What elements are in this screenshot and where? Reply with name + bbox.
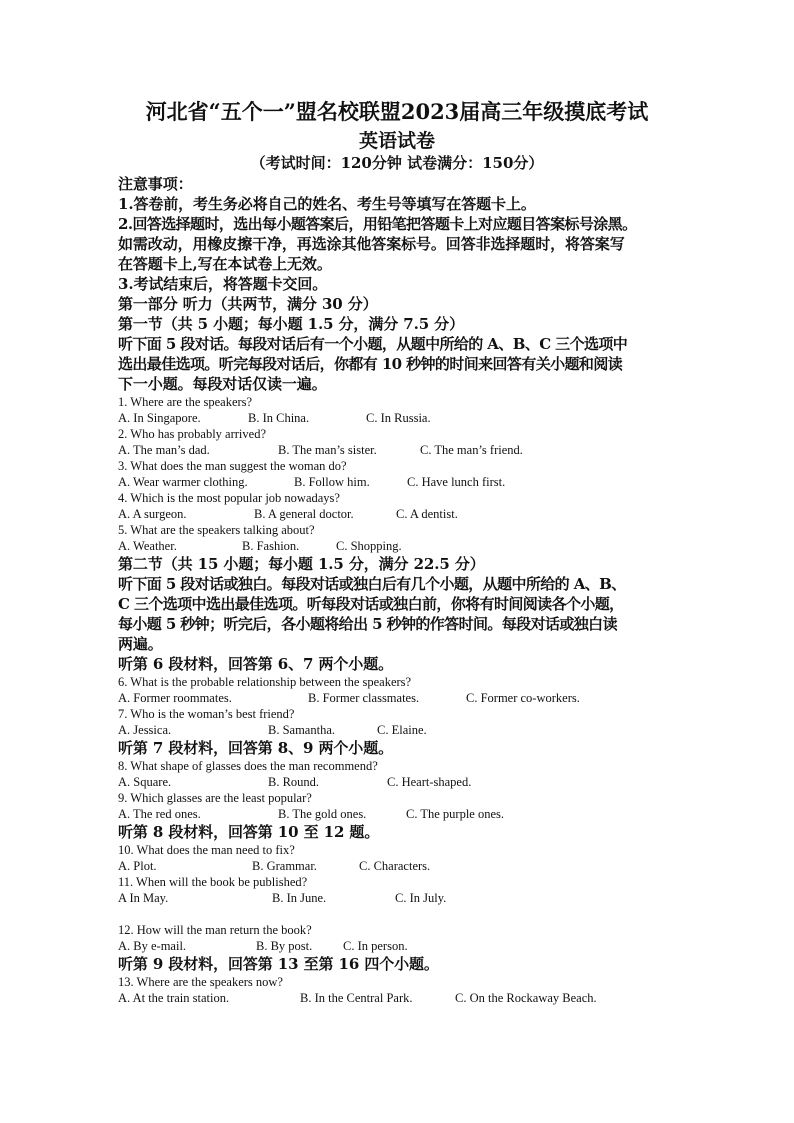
- option-c: C. Shopping.: [336, 539, 402, 553]
- option-c: C. In July.: [395, 891, 447, 905]
- instruction-line: 选出最佳选项。听完每段对话后，你都有 10 秒钟的时间来回答有关小题和阅读: [118, 355, 623, 373]
- question: 1. Where are the speakers?: [118, 395, 253, 409]
- option-a: A. Jessica.: [118, 723, 172, 737]
- question: 2. Who has probably arrived?: [118, 427, 266, 441]
- instruction-line: 听下面 5 段对话或独白。每段对话或独白后有几个小题，从题中所给的 A、B、: [118, 575, 626, 593]
- option-row: [118, 858, 684, 874]
- section1-heading: 第一节（共 5 小题；每小题 1.5 分，满分 7.5 分）: [118, 315, 464, 333]
- exam-title: 河北省“五个一”盟名校联盟2023届高三年级摸底考试: [145, 99, 649, 124]
- option-a: A. The red ones.: [118, 807, 201, 821]
- question: 3. What does the man suggest the woman do?: [118, 459, 347, 473]
- option-c: C. Heart-shaped.: [387, 775, 472, 789]
- note-line: 2.回答选择题时，选出每小题答案后，用铅笔把答题卡上对应题目答案标号涂黑。: [118, 215, 637, 233]
- option-b: B. In the Central Park.: [300, 991, 413, 1005]
- question: 5. What are the speakers talking about?: [118, 523, 315, 537]
- question: 9. Which glasses are the least popular?: [118, 791, 312, 805]
- exam-body: [118, 174, 684, 1006]
- question: 7. Who is the woman’s best friend?: [118, 707, 295, 721]
- option-a: A. Former roommates.: [118, 691, 232, 705]
- option-a: A. At the train station.: [118, 991, 230, 1005]
- option-b: B. The man’s sister.: [278, 443, 377, 457]
- note-line: 如需改动，用橡皮擦干净，再选涂其他答案标号。回答非选择题时，将答案写: [118, 235, 625, 253]
- option-c: C. The man’s friend.: [420, 443, 523, 457]
- material-heading: 听第 8 段材料，回答第 10 至 12 题。: [118, 823, 380, 841]
- option-c: C. The purple ones.: [406, 807, 505, 821]
- question: 13. Where are the speakers now?: [118, 975, 283, 989]
- question: 6. What is the probable relationship between the speakers?: [118, 675, 412, 689]
- option-a: A. Plot.: [118, 859, 157, 873]
- instruction-line: 听下面 5 段对话。每段对话后有一个小题，从题中所给的 A、B、C 三个选项中: [118, 335, 628, 353]
- option-row: [118, 442, 684, 458]
- option-row: [118, 474, 684, 490]
- option-c: C. On the Rockaway Beach.: [455, 991, 597, 1005]
- option-b: B. A general doctor.: [254, 507, 354, 521]
- part1-heading: 第一部分 听力（共两节，满分 30 分）: [118, 295, 378, 313]
- option-b: B. Fashion.: [242, 539, 300, 553]
- option-b: B. Round.: [268, 775, 320, 789]
- option-a: A. Weather.: [118, 539, 177, 553]
- option-b: B. In June.: [272, 891, 327, 905]
- option-b: B. Samantha.: [268, 723, 336, 737]
- note-line: 1.答卷前，考生务必将自己的姓名、考生号等填写在答题卡上。: [118, 195, 536, 213]
- option-row: [118, 938, 684, 954]
- option-row: [118, 990, 684, 1006]
- option-c: C. Former co-workers.: [466, 691, 580, 705]
- option-b: B. Former classmates.: [308, 691, 420, 705]
- option-a: A. Square.: [118, 775, 172, 789]
- option-c: C. In person.: [343, 939, 408, 953]
- option-b: B. Grammar.: [252, 859, 317, 873]
- option-c: C. Characters.: [359, 859, 431, 873]
- option-row: [118, 410, 684, 426]
- note-line: 在答题卡上,写在本试卷上无效。: [118, 255, 332, 273]
- blank-line: [118, 906, 684, 922]
- notes-heading: 注意事项：: [118, 175, 193, 193]
- option-a: A In May.: [118, 891, 169, 905]
- option-b: B. In China.: [248, 411, 310, 425]
- instruction-line: 每小题 5 秒钟；听完后，各小题将给出 5 秒钟的作答时间。每段对话或独白读: [118, 615, 617, 633]
- question: 10. What does the man need to fix?: [118, 843, 295, 857]
- option-row: [118, 690, 684, 706]
- instruction-line: C 三个选项中选出最佳选项。听每段对话或独白前，你将有时间阅读各个小题，: [118, 595, 624, 613]
- note-line: 3.考试结束后，将答题卡交回。: [118, 275, 328, 293]
- instruction-line: 两遍。: [118, 635, 163, 653]
- option-c: C. Elaine.: [377, 723, 427, 737]
- option-a: A. Wear warmer clothing.: [118, 475, 248, 489]
- instruction-line: 下一小题。每段对话仅读一遍。: [118, 375, 327, 393]
- option-c: C. Have lunch first.: [407, 475, 506, 489]
- option-a: A. The man’s dad.: [118, 443, 210, 457]
- option-c: C. In Russia.: [366, 411, 431, 425]
- option-a: A. A surgeon.: [118, 507, 187, 521]
- material-heading: 听第 6 段材料，回答第 6、7 两个小题。: [118, 655, 394, 673]
- option-a: A. In Singapore.: [118, 411, 201, 425]
- option-row: [118, 806, 684, 822]
- exam-subject: 英语试卷: [358, 130, 435, 152]
- question: 4. Which is the most popular job nowadays?: [118, 491, 340, 505]
- question: 8. What shape of glasses does the man recommend?: [118, 759, 378, 773]
- question: 11. When will the book be published?: [118, 875, 308, 889]
- option-row: [118, 538, 684, 554]
- material-heading: 听第 9 段材料，回答第 13 至第 16 四个小题。: [118, 955, 439, 973]
- option-b: B. The gold ones.: [278, 807, 367, 821]
- section2-heading: 第二节（共 15 小题；每小题 1.5 分，满分 22.5 分）: [118, 555, 485, 573]
- option-a: A. By e-mail.: [118, 939, 187, 953]
- exam-info: （考试时间：120分钟 试卷满分：150分）: [250, 154, 544, 172]
- question: 12. How will the man return the book?: [118, 923, 312, 937]
- option-b: B. By post.: [256, 939, 313, 953]
- option-b: B. Follow him.: [294, 475, 370, 489]
- option-c: C. A dentist.: [396, 507, 458, 521]
- option-row: [118, 506, 684, 522]
- option-row: [118, 774, 684, 790]
- option-row: [118, 722, 684, 738]
- option-row: [118, 890, 684, 906]
- material-heading: 听第 7 段材料，回答第 8、9 两个小题。: [118, 739, 394, 757]
- question-group: [118, 394, 684, 554]
